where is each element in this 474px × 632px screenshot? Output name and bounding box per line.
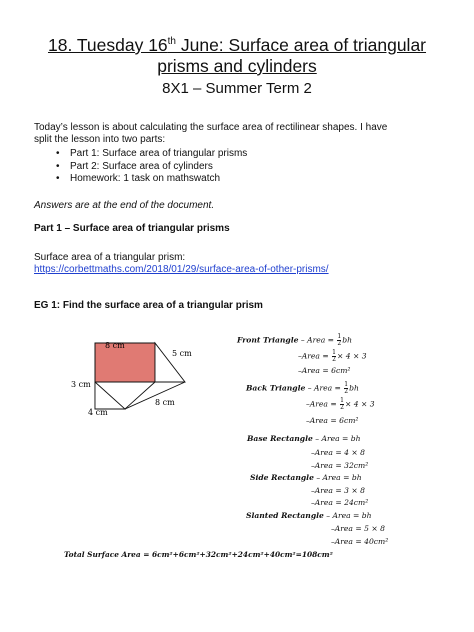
back-triangle-line-2 bbox=[306, 398, 375, 411]
side-rectangle-line-2: –Area = 3 × 8 bbox=[311, 486, 365, 495]
part1-text: Surface area of a triangular prism: bbox=[34, 252, 186, 263]
back-triangle-line-3: –Area = 6cm² bbox=[306, 416, 359, 425]
eg1-heading: EG 1: Find the surface area of a triangular prism bbox=[34, 300, 263, 311]
slanted-rectangle-line-1 bbox=[246, 511, 372, 520]
front-triangle-label: Front Triangle bbox=[237, 335, 299, 345]
title-line-2: prisms and cylinders bbox=[157, 56, 317, 76]
base-rectangle-label: Base Rectangle bbox=[247, 434, 313, 443]
intro-line-1: Today’s lesson is about calculating the surface area of rectilinear shapes. I have bbox=[34, 122, 388, 133]
title-text-end: June: Surface area of triangular bbox=[176, 35, 427, 55]
total-surface-area: Total Surface Area = 6cm²+6cm²+32cm²+24cm²+40cm²=108cm² bbox=[64, 550, 333, 559]
base-rectangle-line-2: –Area = 4 × 8 bbox=[311, 448, 365, 457]
formula-text: × 4 × 3 bbox=[344, 399, 375, 409]
formula-text: bh bbox=[349, 383, 359, 393]
slanted-rectangle-line-2: –Area = 5 × 8 bbox=[331, 524, 385, 533]
formula-text: × 4 × 3 bbox=[336, 351, 367, 361]
intro-line-2: split the lesson into two parts: bbox=[34, 134, 166, 145]
front-triangle-line-3: –Area = 6cm² bbox=[298, 366, 351, 375]
title-superscript: th bbox=[167, 36, 176, 48]
formula-text: – Area = bbox=[307, 383, 341, 393]
slanted-rectangle-line-3: –Area = 40cm² bbox=[331, 537, 389, 546]
corbettmaths-link[interactable]: https://corbettmaths.com/2018/01/29/surface-area-of-other-prisms/ bbox=[34, 264, 329, 275]
back-triangle-label: Back Triangle bbox=[246, 383, 306, 393]
half-fraction bbox=[332, 350, 336, 363]
lesson-parts-list bbox=[70, 148, 247, 186]
fraction-denominator: 2 bbox=[340, 404, 344, 411]
fraction-denominator: 2 bbox=[344, 388, 349, 395]
formula-text: bh bbox=[342, 335, 353, 345]
slanted-rectangle-label: Slanted Rectangle bbox=[246, 511, 324, 520]
back-triangle-line-1 bbox=[246, 382, 359, 395]
side-rectangle-line-3: –Area = 24cm² bbox=[311, 498, 369, 507]
label-4cm: 4 cm bbox=[88, 408, 108, 417]
title-text-start: 18. Tuesday 16 bbox=[47, 35, 168, 55]
fraction-numerator: 1 bbox=[340, 397, 344, 404]
formula-text: – Area = bh bbox=[326, 511, 372, 520]
fraction-numerator: 1 bbox=[332, 349, 336, 356]
formula-text: – Area = bbox=[300, 335, 334, 345]
answers-note: Answers are at the end of the document. bbox=[34, 200, 215, 211]
side-rectangle-line-1 bbox=[250, 473, 362, 482]
label-3cm: 3 cm bbox=[71, 380, 91, 389]
front-triangle-line-2 bbox=[298, 350, 367, 363]
formula-text: –Area = bbox=[298, 351, 329, 361]
front-triangle bbox=[95, 382, 125, 409]
label-8cm-bottom: 8 cm bbox=[155, 398, 175, 407]
page-title bbox=[20, 35, 454, 77]
formula-text: – Area = bh bbox=[315, 434, 361, 443]
fraction-numerator: 1 bbox=[337, 333, 342, 340]
part1-heading: Part 1 – Surface area of triangular prisms bbox=[34, 223, 230, 234]
base-rectangle-line-1 bbox=[247, 434, 361, 443]
half-fraction bbox=[344, 382, 348, 395]
triangular-prism-diagram bbox=[55, 320, 235, 430]
fraction-numerator: 1 bbox=[344, 381, 349, 388]
list-item: • Part 2: Surface area of cylinders bbox=[70, 161, 247, 174]
fraction-denominator: 2 bbox=[337, 340, 342, 347]
base-rectangle-line-3: –Area = 32cm² bbox=[311, 461, 369, 470]
list-item: • Homework: 1 task on mathswatch bbox=[70, 173, 247, 186]
front-triangle-line-1 bbox=[237, 334, 352, 347]
list-item: • Part 1: Surface area of triangular prisms bbox=[70, 148, 247, 161]
slanted-face bbox=[95, 343, 155, 382]
fraction-denominator: 2 bbox=[332, 356, 336, 363]
half-fraction bbox=[340, 398, 344, 411]
page-subtitle: 8X1 – Summer Term 2 bbox=[162, 80, 312, 97]
formula-text: –Area = bbox=[306, 399, 337, 409]
half-fraction bbox=[337, 334, 341, 347]
label-8cm-top: 8 cm bbox=[105, 341, 125, 350]
label-5cm: 5 cm bbox=[172, 349, 192, 358]
formula-text: – Area = bh bbox=[316, 473, 362, 482]
side-rectangle-label: Side Rectangle bbox=[250, 473, 314, 482]
